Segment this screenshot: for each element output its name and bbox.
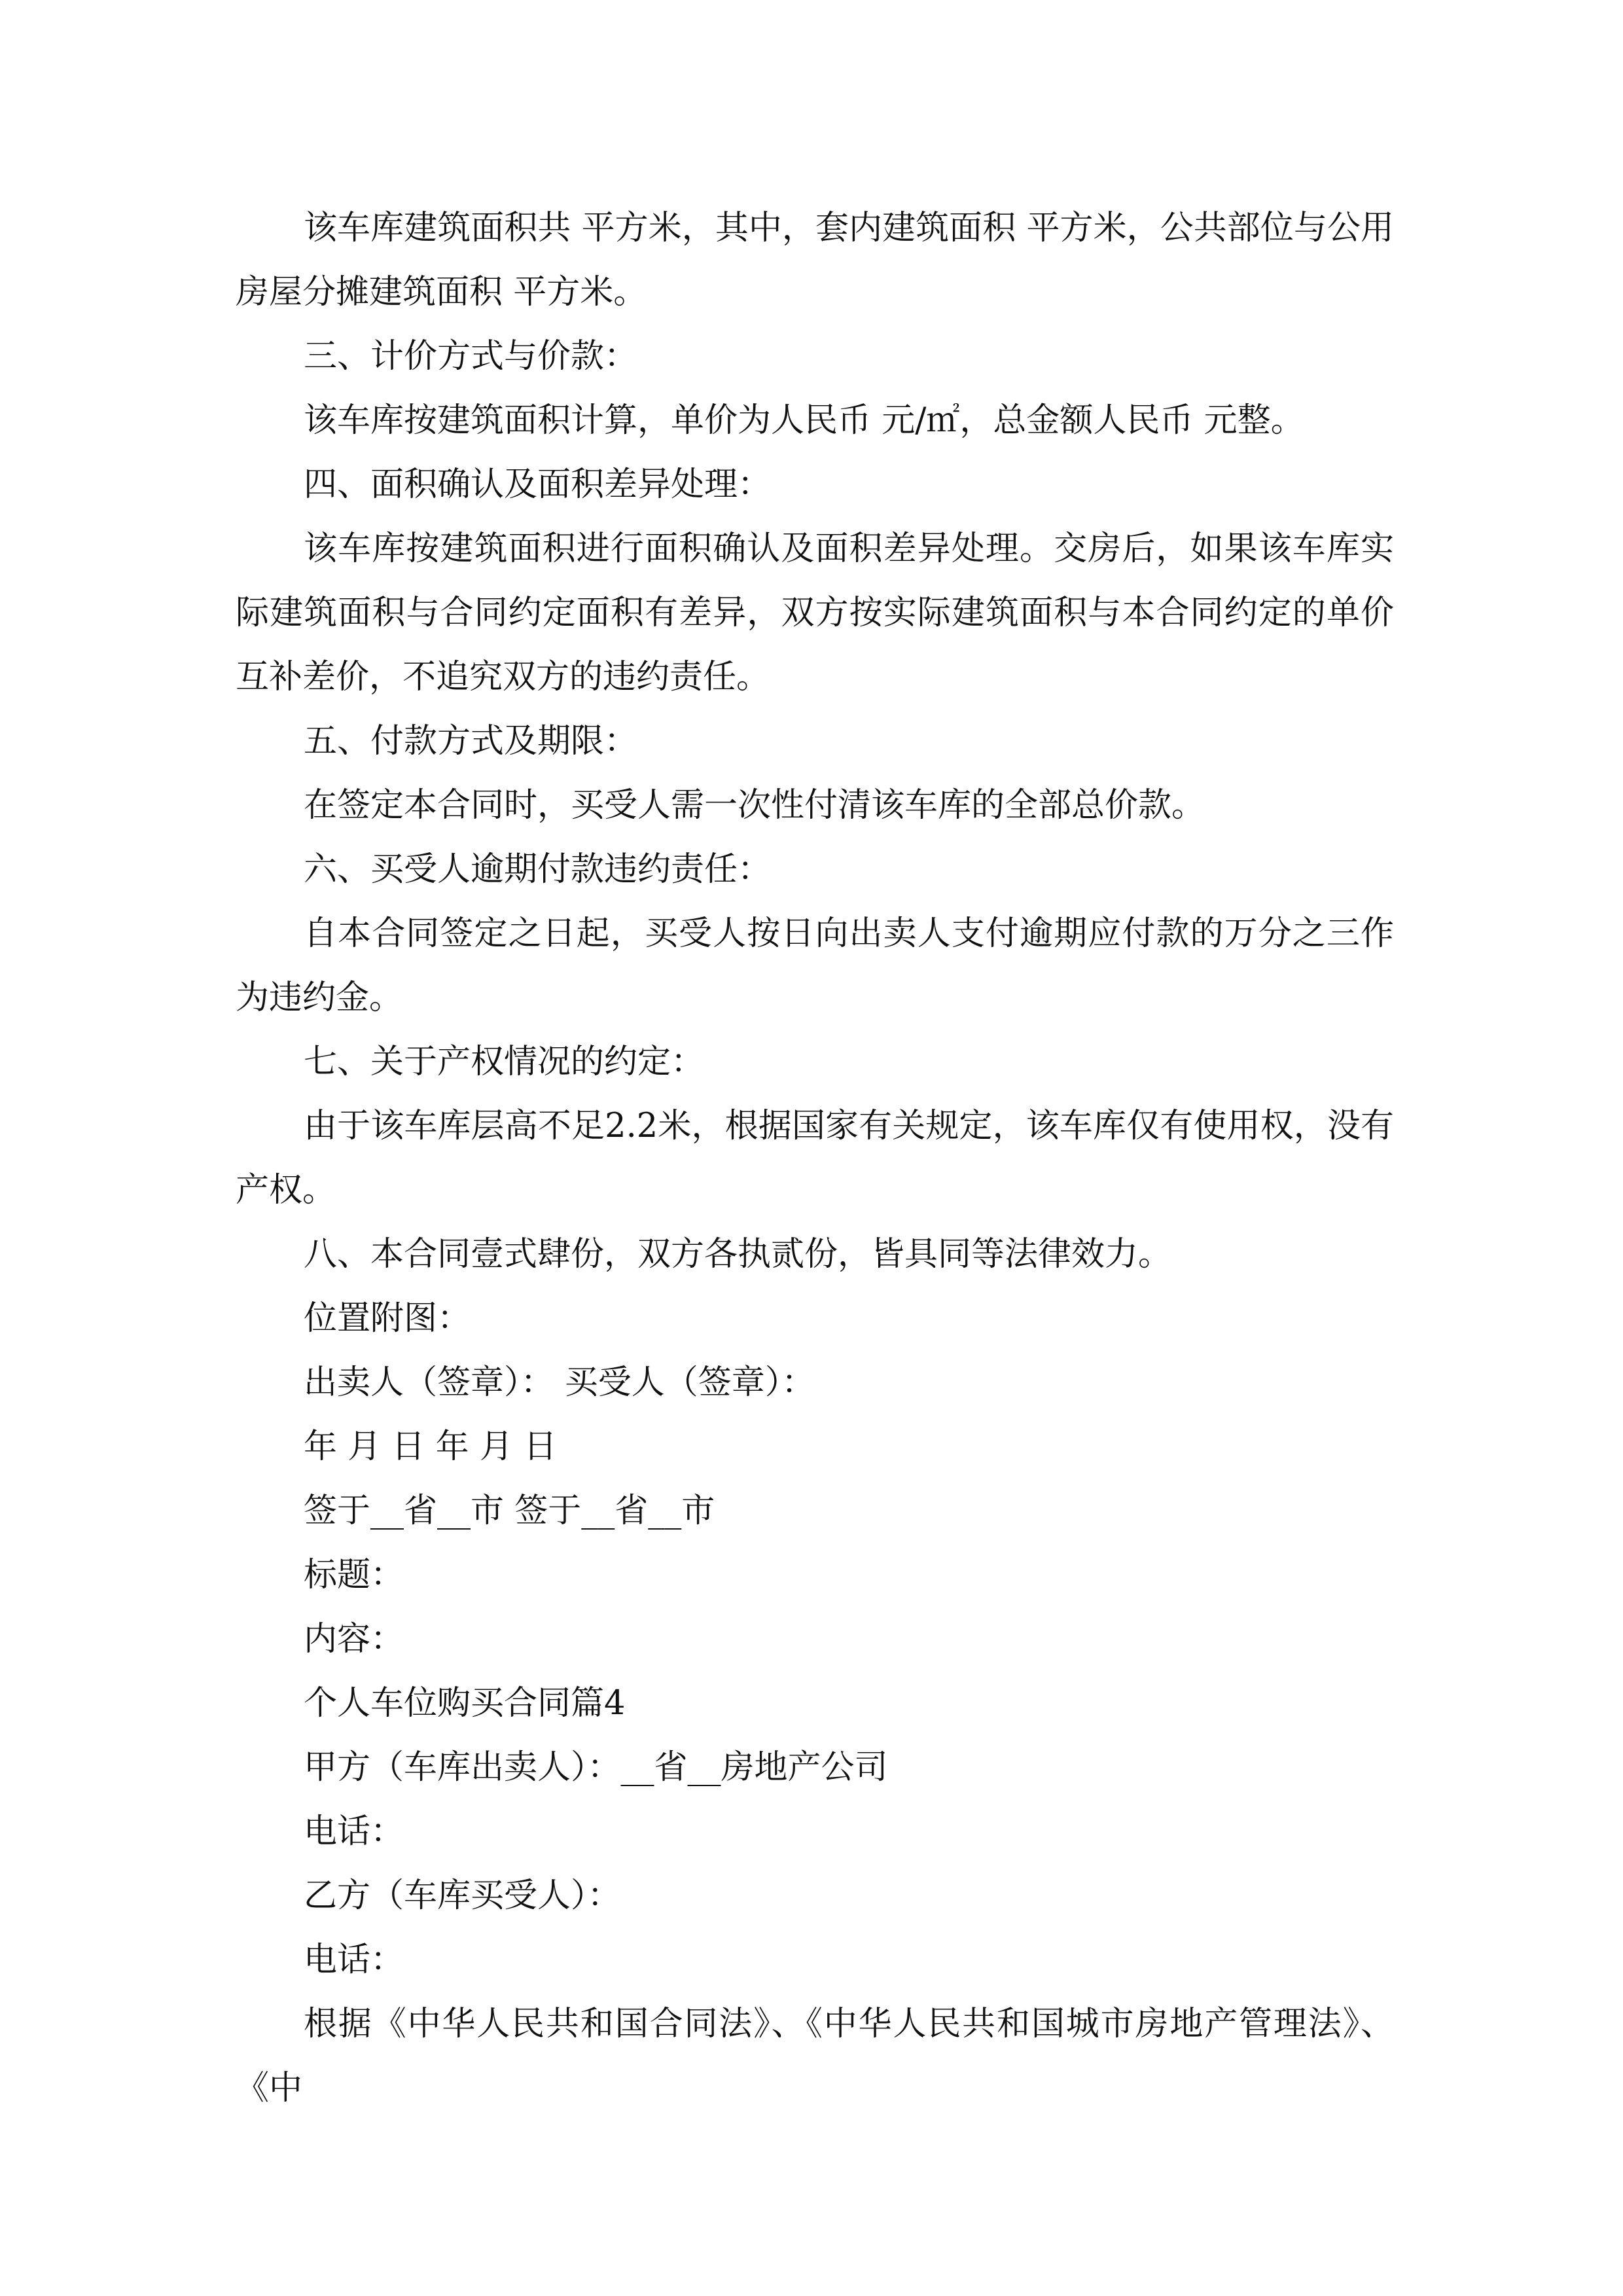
party-b-phone: 电话： (304, 1941, 404, 1979)
heading-payment-terms: 五、付款方式及期限： (304, 722, 638, 761)
paragraph-property-rights: 由于该车库层高不足2.2米，根据国家有关规定，该车库仅有使用权，没有产权。 (236, 1107, 1394, 1210)
party-a-phone: 电话： (304, 1812, 404, 1851)
heading-property-rights: 七、关于产权情况的约定： (304, 1043, 705, 1081)
heading-area-confirmation: 四、面积确认及面积差异处理： (304, 465, 772, 504)
label-location-map: 位置附图： (304, 1299, 471, 1338)
label-title: 标题： (304, 1556, 404, 1594)
document-body (236, 196, 1394, 2121)
label-content: 内容： (304, 1620, 404, 1659)
paragraph-copies: 八、本合同壹式肆份，双方各执贰份，皆具同等法律效力。 (304, 1235, 1172, 1274)
party-a-line: 甲方（车库出卖人）：__省__房地产公司 (304, 1748, 888, 1787)
paragraph-pricing: 该车库按建筑面积计算，单价为人民币 元/㎡，总金额人民币 元整。 (304, 401, 1304, 440)
paragraph-legal-basis: 根据《中华人民共和国合同法》、《中华人民共和国城市房地产管理法》、《中 (236, 2005, 1394, 2108)
heading-pricing-method: 三、计价方式与价款： (304, 337, 638, 376)
heading-late-payment: 六、买受人逾期付款违约责任： (304, 850, 772, 889)
paragraph-payment: 在签定本合同时，买受人需一次性付清该车库的全部总价款。 (304, 786, 1205, 825)
party-b-line: 乙方（车库买受人）： (304, 1876, 621, 1915)
date-line: 年 月 日 年 月 日 (304, 1427, 558, 1466)
paragraph-area-difference: 该车库按建筑面积进行面积确认及面积差异处理。交房后，如果该车库实际建筑面积与合同约定面积有差异，双方按实际建筑面积与本合同约定的单价互补差价，不追究双方的违约责任。 (236, 529, 1394, 696)
signing-place-line: 签于__省__市 签于__省__市 (304, 1492, 715, 1530)
signature-line: 出卖人（签章）： 买受人（签章）： (304, 1363, 815, 1402)
paragraph-garage-area: 该车库建筑面积共 平方米，其中，套内建筑面积 平方米，公共部位与公用房屋分摊建筑面积 平方米。 (236, 209, 1394, 312)
paragraph-late-payment: 自本合同签定之日起，买受人按日向出卖人支付逾期应付款的万分之三作为违约金。 (236, 914, 1394, 1017)
contract-heading: 个人车位购买合同篇4 (304, 1684, 626, 1723)
